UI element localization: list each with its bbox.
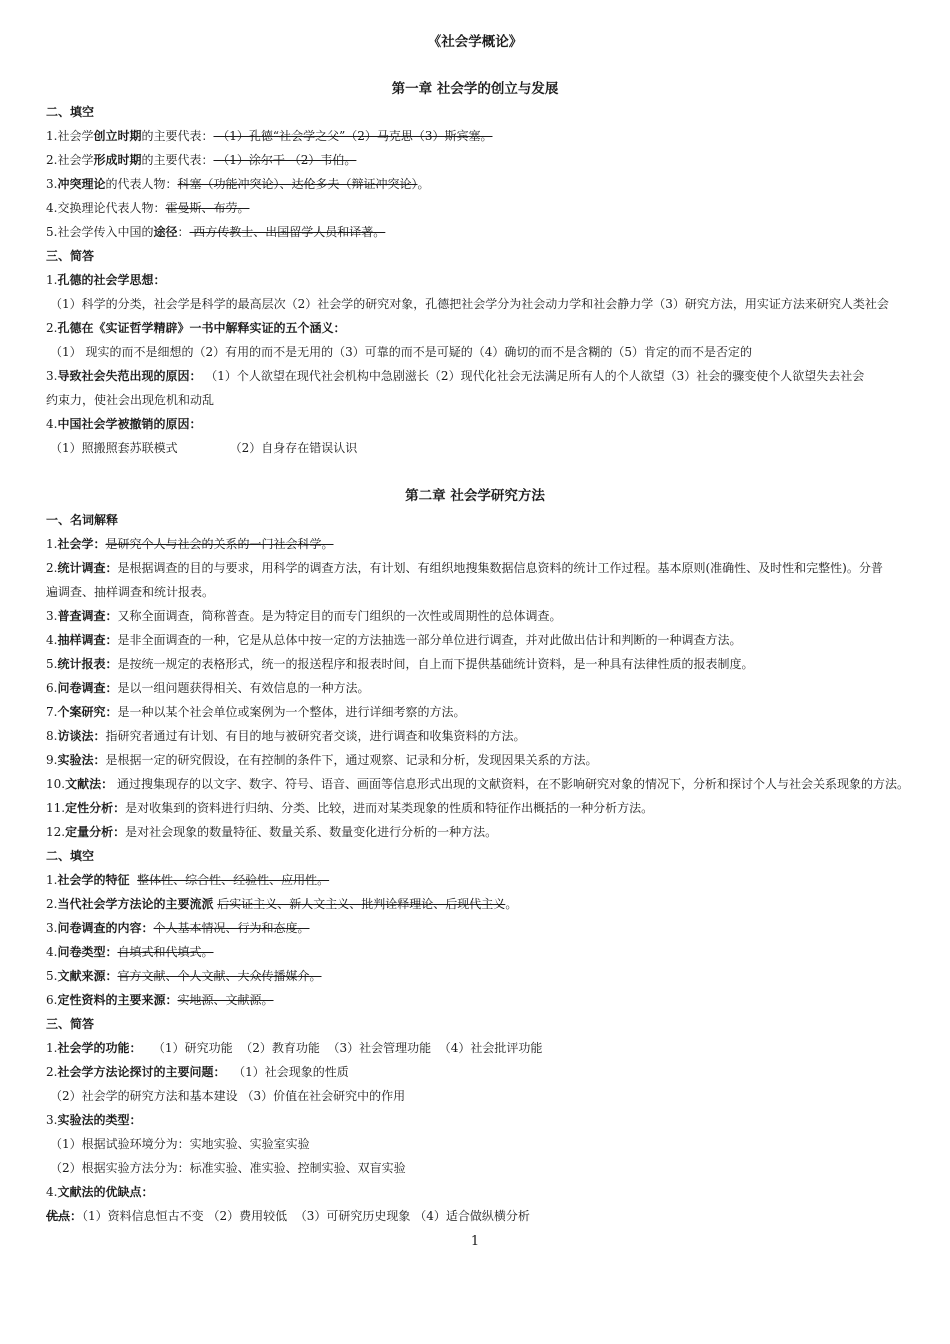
fill-answer: （1）孔德“社会学之父”（2）马克思（3）斯宾塞。 (213, 129, 493, 143)
ch1-question-4: 4.中国社会学被撤销的原因： (46, 417, 202, 431)
ch1-fill-item-5: 5.社会学传入中国的途径： 西方传教士、出国留学人员和译著。 (46, 225, 386, 239)
ch2-term-3: 3.普查调查：又称全面调查，简称普查。是为特定目的而专门组织的一次性或周期性的总体调查。 (46, 609, 562, 623)
fill-answer: 实地源、文献源。 (177, 993, 274, 1007)
ch2-short-heading: 三、简答 (46, 1017, 95, 1031)
ch2-answer-4-advantages: 优点：（1）资料信息恒古不变 （2）费用较低 （3）可研究历史现象 （4）适合做纵横分析 (46, 1209, 530, 1223)
ch2-term-6: 6.问卷调查：是以一组问题获得相关、有效信息的一种方法。 (46, 681, 370, 695)
ch2-fill-item-3: 3.问卷调查的内容：个人基本情况、行为和态度。 (46, 921, 310, 935)
ch2-fill-heading: 二、填空 (46, 849, 95, 863)
ch2-term-2: 2.统计调查：是根据调查的目的与要求，用科学的调查方法，有计划、有组织地搜集数据信息资料的统计工作过程。基本原则(准确性、及时性和完整性)。分普 (46, 561, 883, 575)
fill-answer: 整体性、综合性、经验性、应用性。 (137, 873, 330, 887)
page-number: 1 (470, 1234, 480, 1249)
ch1-fill-heading: 二、填空 (46, 105, 95, 119)
ch2-question-3: 3.实验法的类型： (46, 1113, 142, 1127)
ch2-question-1: 1.社会学的功能： （1）研究功能 （2）教育功能 （3）社会管理功能 （4）社会批评功能 (46, 1041, 543, 1055)
ch1-answer-3-cont: 约束力，使社会出现危机和动乱 (46, 393, 215, 407)
chapter-2-title: 第二章 社会学研究方法 (405, 488, 545, 504)
ch2-term-5: 5.统计报表：是按统一规定的表格形式，统一的报送程序和报表时间，自上而下提供基础统计资料，是一种具有法律性质的报表制度。 (46, 657, 754, 671)
ch2-fill-item-4: 4.问卷类型：自填式和代填式。 (46, 945, 214, 959)
fill-answer: （1）涂尔干 （2）韦伯。 (213, 153, 357, 167)
ch2-fill-item-1: 1.社会学的特征 整体性、综合性、经验性、应用性。 (46, 873, 330, 887)
ch2-term-12: 12.定量分析：是对社会现象的数量特征、数量关系、数量变化进行分析的一种方法。 (46, 825, 498, 839)
ch2-answer-3b: （2）根据实验方法分为：标准实验、准实验、控制实验、双盲实验 (50, 1161, 406, 1175)
ch2-terms-heading: 一、名词解释 (46, 513, 119, 527)
ch2-term-10: 10.文献法： 通过搜集现存的以文字、数字、符号、语音、画面等信息形式出现的文献资料，在不影响研究对象的情况下，分析和探讨个人与社会关系现象的方法。 (46, 777, 909, 791)
ch2-question-4: 4.文献法的优缺点： (46, 1185, 154, 1199)
ch2-term-9: 9.实验法：是根据一定的研究假设，在有控制的条件下，通过观察、记录和分析，发现因果关系的方法。 (46, 753, 598, 767)
ch1-fill-item-1: 1.社会学创立时期的主要代表： （1）孔德“社会学之父”（2）马克思（3）斯宾塞。 (46, 129, 493, 143)
ch1-fill-item-3: 3.冲突理论的代表人物：科塞（功能冲突论）、达伦多夫（辩证冲突论）。 (46, 177, 430, 191)
ch2-term-7: 7.个案研究：是一种以某个社会单位或案例为一个整体，进行详细考察的方法。 (46, 705, 466, 719)
ch2-term-4: 4.抽样调查：是非全面调查的一种，它是从总体中按一定的方法抽选一部分单位进行调查，并对此做出估计和判断的一种调查方法。 (46, 633, 742, 647)
ch2-fill-item-6: 6.定性资料的主要来源：实地源、文献源。 (46, 993, 274, 1007)
ch2-term-8: 8.访谈法：指研究者通过有计划、有目的地与被研究者交谈，进行调查和收集资料的方法。 (46, 729, 526, 743)
fill-answer: 自填式和代填式。 (117, 945, 214, 959)
fill-answer: 科塞（功能冲突论）、达伦多夫（辩证冲突论） (177, 177, 418, 191)
ch1-answer-4: （1）照搬照套苏联模式 （2）自身存在错误认识 (50, 441, 358, 455)
chapter-1-title: 第一章 社会学的创立与发展 (391, 81, 559, 97)
ch1-question-1: 1.孔德的社会学思想： (46, 273, 166, 287)
ch2-fill-item-5: 5.文献来源：官方文献、个人文献、大众传播媒介。 (46, 969, 322, 983)
ch2-answer-2-cont: （2）社会学的研究方法和基本建设 （3）价值在社会研究中的作用 (50, 1089, 406, 1103)
fill-answer: 西方传教士、出国留学人员和译著。 (189, 225, 386, 239)
ch2-fill-item-2: 2.当代社会学方法论的主要流派 后实证主义、新人文主义、批判诠释理论、后现代主义。 (46, 897, 518, 911)
ch1-fill-item-4: 4.交换理论代表人物：霍曼斯、布劳。 (46, 201, 250, 215)
fill-answer: 个人基本情况、行为和态度。 (153, 921, 310, 935)
ch1-answer-2: （1） 现实的而不是细想的（2）有用的而不是无用的（3）可靠的而不是可疑的（4）确切的而不是含糊的（5）肯定的而不是否定的 (50, 345, 752, 359)
fill-answer: 官方文献、个人文献、大众传播媒介。 (117, 969, 322, 983)
ch2-answer-3a: （1）根据试验环境分为：实地实验、实验室实验 (50, 1137, 310, 1151)
ch1-question-3: 3.导致社会失范出现的原因： （1）个人欲望在现代社会机构中急剧滋长（2）现代化社会无法满足所有人的个人欲望（3）社会的骤变使个人欲望失去社会 (46, 369, 865, 383)
fill-answer: 后实证主义、新人文主义、批判诠释理论、后现代主义 (217, 897, 506, 911)
document-title: 《社会学概论》 (427, 34, 523, 50)
ch1-question-2: 2.孔德在《实证哲学精辟》一书中解释实证的五个涵义： (46, 321, 346, 335)
ch1-answer-1: （1）科学的分类，社会学是科学的最高层次（2）社会学的研究对象，孔德把社会学分为社会动力学和社会静力学（3）研究方法，用实证方法来研究人类社会 (50, 297, 889, 311)
ch2-question-2: 2.社会学方法论探讨的主要问题： （1）社会现象的性质 (46, 1065, 349, 1079)
ch2-term-2-cont: 遍调查、抽样调查和统计报表。 (46, 585, 215, 599)
ch2-term-1: 1.社会学：是研究个人与社会的关系的一门社会科学。 (46, 537, 334, 551)
ch1-short-heading: 三、简答 (46, 249, 95, 263)
ch1-fill-item-2: 2.社会学形成时期的主要代表： （1）涂尔干 （2）韦伯。 (46, 153, 357, 167)
term-answer: 是研究个人与社会的关系的一门社会科学。 (105, 537, 334, 551)
fill-answer: 霍曼斯、布劳。 (165, 201, 250, 215)
ch2-term-11: 11.定性分析：是对收集到的资料进行归纳、分类、比较，进而对某类现象的性质和特征作出概括的一种分析方法。 (46, 801, 654, 815)
